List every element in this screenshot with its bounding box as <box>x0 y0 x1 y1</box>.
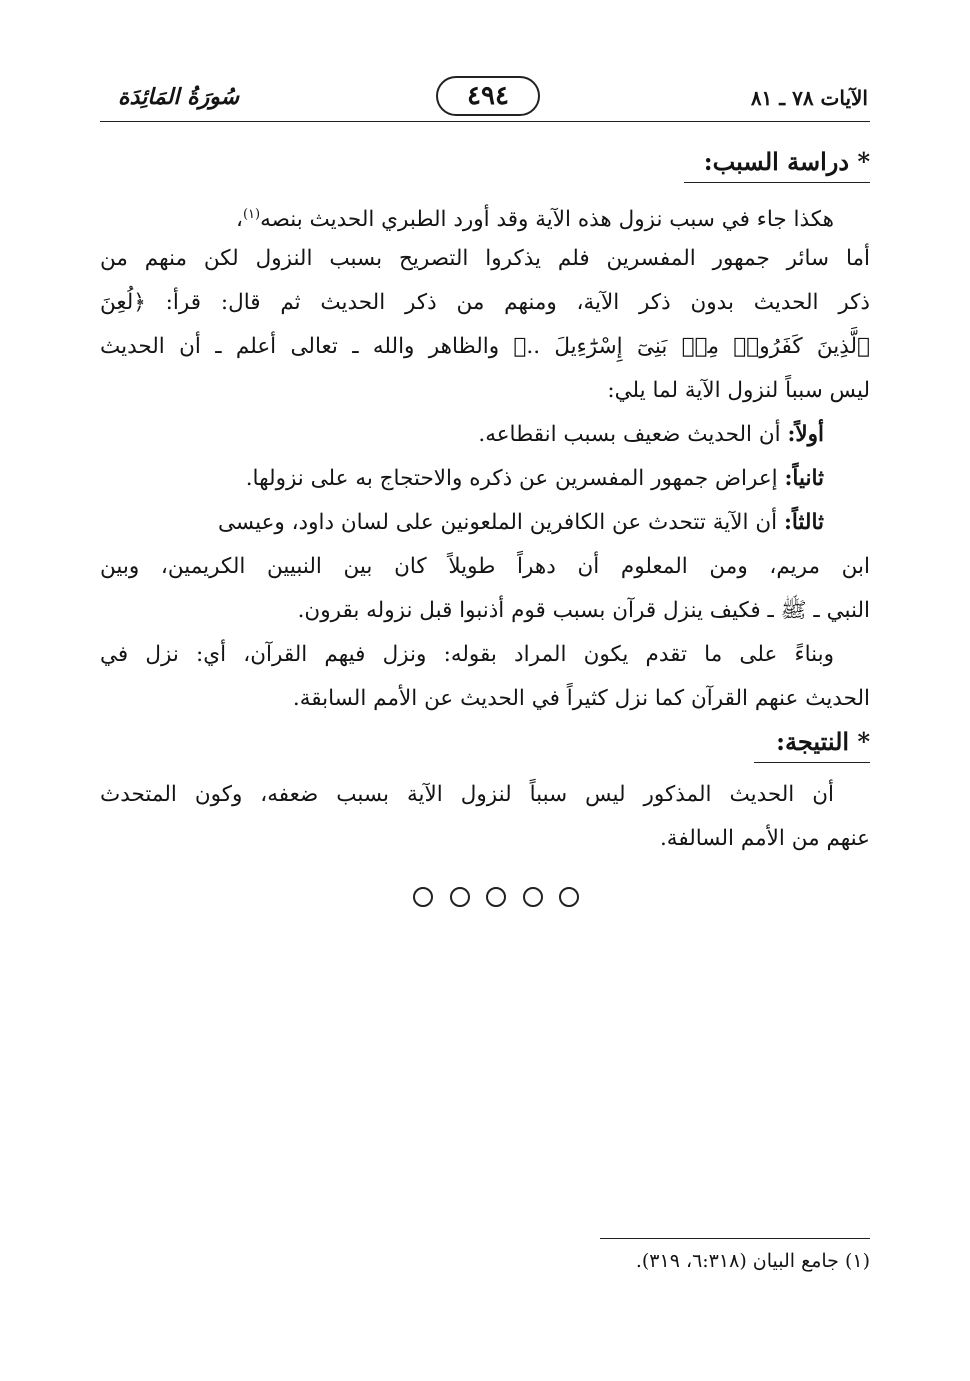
separator-circle-icon <box>413 887 433 907</box>
point-3-text: أن الآية تتحدث عن الكافرين الملعونين على لسان داود، وعيسى <box>217 510 778 535</box>
point-3-label: ثالثاً: <box>783 510 824 535</box>
body-line-5: ليس سبباً لنزول الآية لما يلي: <box>607 378 870 403</box>
point-1-text: أن الحديث ضعيف بسبب انقطاعه. <box>478 422 781 447</box>
surah-name: سُورَةُ المَائِدَة <box>118 84 240 110</box>
body-line-2: أما سائر جمهور المفسرين فلم يذكروا التصريح بسبب النزول لكن منهم من <box>100 246 870 271</box>
separator-circle-icon <box>523 887 543 907</box>
body-line-1-tail: ، <box>235 207 243 233</box>
body-line-1 <box>100 193 870 237</box>
conclusion-line-2: الحديث عنهم القرآن كما نزل كثيراً في الحديث عن الأمم السابقة. <box>292 686 870 711</box>
point-1 <box>100 413 870 457</box>
heading-result: * النتيجة: <box>754 727 870 763</box>
separator-circle-icon <box>559 887 579 907</box>
separator-circle-icon <box>486 887 506 907</box>
point-3-cont-1: ابن مريم، ومن المعلوم أن دهراً طويلاً كان بين النبيين الكريمين، وبين <box>100 554 870 579</box>
page-number: ٤٩٤ <box>436 76 540 116</box>
point-1-label: أولاً: <box>787 422 824 447</box>
heading-study-of-cause: * دراسة السبب: <box>684 147 870 183</box>
footnote: (١) جامع البيان (٦:٣١٨، ٣١٩). <box>635 1250 870 1272</box>
body-line-4: ٱلَّذِينَ كَفَرُوا۟ مِنۢ بَنِىٓ إِسْرَٰٓءِيلَ ..﴾ والظاهر والله ـ تعالى أعلم ـ أن الحديث <box>100 334 870 359</box>
separator-circle-icon <box>450 887 470 907</box>
body-line-3: ذكر الحديث بدون ذكر الآية، ومنهم من ذكر الحديث ثم قال: قرأ: ﴿لُعِنَ <box>100 290 870 315</box>
result-line-1: أن الحديث المذكور ليس سبباً لنزول الآية بسبب ضعفه، وكون المتحدث <box>100 782 834 807</box>
conclusion-line-1: وبناءً على ما تقدم يكون المراد بقوله: ونزل فيهم القرآن، أي: نزل في <box>100 642 834 667</box>
point-3 <box>100 501 870 545</box>
section-separator <box>413 887 579 911</box>
body-line-1-text: هكذا جاء في سبب نزول هذه الآية وقد أورد الطبري الحديث بنصه <box>260 207 834 233</box>
header-divider <box>100 121 870 122</box>
result-line-2: عنهم من الأمم السالفة. <box>659 826 870 851</box>
verses-range: الآيات ٧٨ ـ ٨١ <box>750 86 868 110</box>
point-2-text: إعراض جمهور المفسرين عن ذكره والاحتجاج به على نزولها. <box>245 466 778 491</box>
footnote-divider <box>600 1238 870 1239</box>
footnote-ref: (١) <box>242 207 261 222</box>
point-2-label: ثانياً: <box>784 466 824 491</box>
point-3-cont-2: النبي ـ ﷺ ـ فكيف ينزل قرآن بسبب قوم أذنبوا قبل نزوله بقرون. <box>297 598 870 623</box>
point-2 <box>100 457 870 501</box>
